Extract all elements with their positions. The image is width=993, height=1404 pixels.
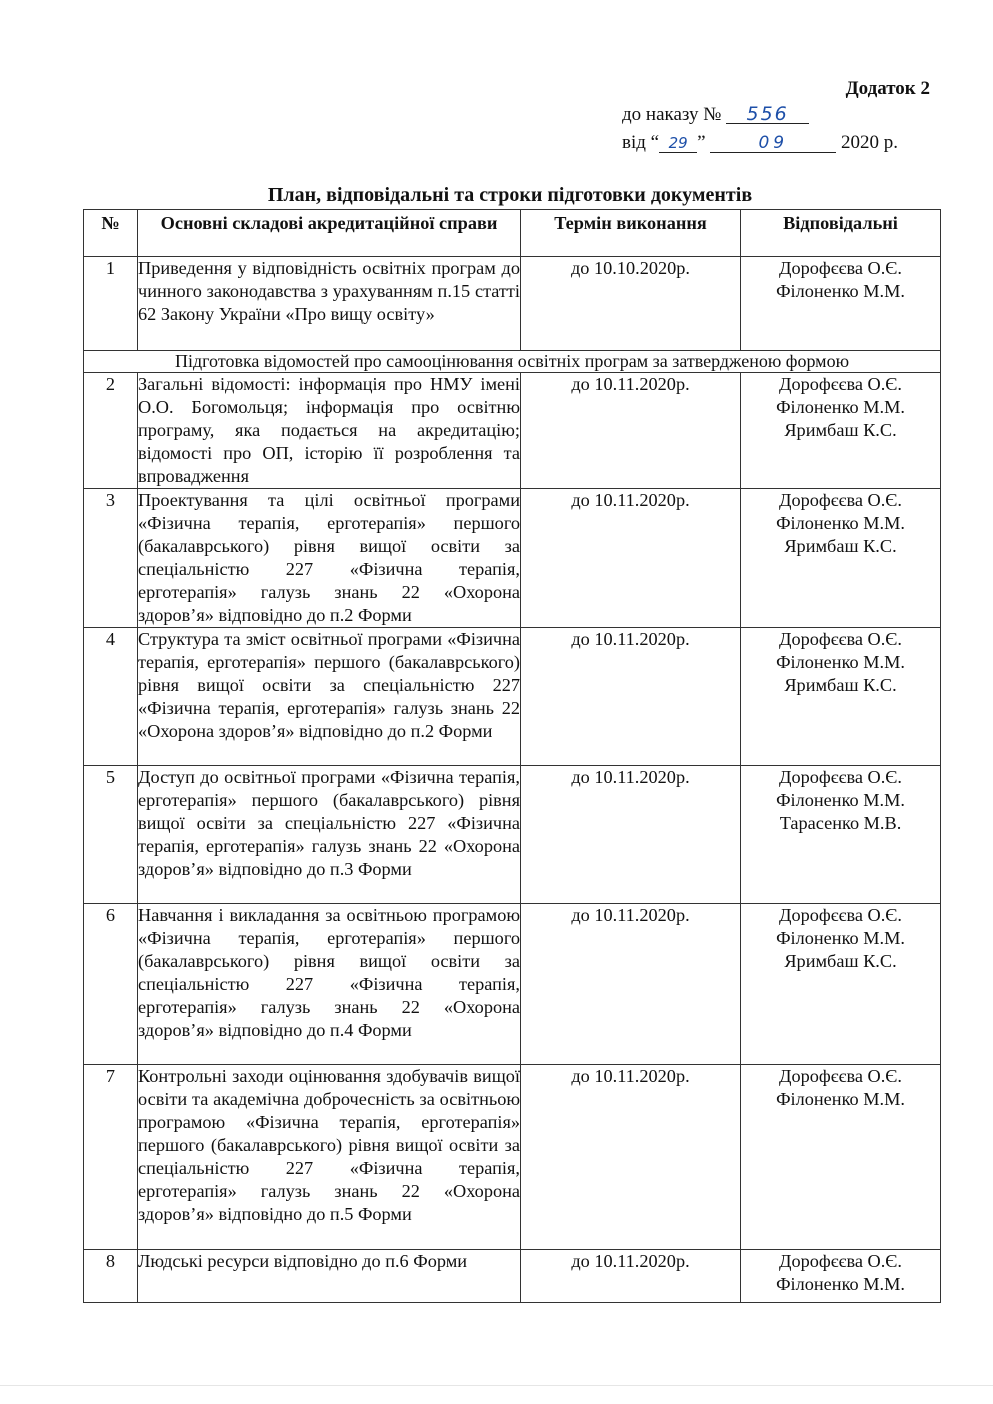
responsible-person: Яримбаш К.С. <box>784 951 897 971</box>
order-prefix: до наказу № <box>622 104 722 125</box>
date-mid: ” <box>697 132 706 153</box>
row-content: Доступ до освітньої програми «Фізична терапія, ерготерапія» першого (бакалаврського) рівня вищої освіти за спеціальністю 227 «Фізична терапія, ерготерапія» галузь знань 22 «Охорона здоров’я» відповідно до п.3 Форми <box>138 766 521 904</box>
row-number: 1 <box>84 257 138 351</box>
row-number: 8 <box>84 1250 138 1303</box>
row-responsible <box>741 766 941 904</box>
table-row <box>84 373 941 489</box>
row-term: до 10.11.2020р. <box>521 766 741 904</box>
row-number: 4 <box>84 628 138 766</box>
section-row <box>84 351 941 373</box>
row-content: Загальні відомості: інформація про НМУ імені О.О. Богомольця; інформація про освітню програму, яка подається на акредитацію; відомості про ОП, історію її розроблення та впровадження <box>138 373 521 489</box>
row-term: до 10.11.2020р. <box>521 373 741 489</box>
table-row <box>84 1065 941 1250</box>
table-row <box>84 1250 941 1303</box>
row-term: до 10.11.2020р. <box>521 489 741 628</box>
responsible-person: Філоненко М.М. <box>776 1274 905 1294</box>
responsible-person: Дорофєєва О.Є. <box>779 629 902 649</box>
responsible-person: Філоненко М.М. <box>776 513 905 533</box>
row-number: 7 <box>84 1065 138 1250</box>
responsible-person: Тарасенко М.В. <box>779 813 902 833</box>
responsible-person: Дорофєєва О.Є. <box>779 258 902 278</box>
date-year: 2020 р. <box>841 132 899 153</box>
row-responsible <box>741 904 941 1065</box>
responsible-person: Філоненко М.М. <box>776 281 905 301</box>
plan-table-body <box>84 257 941 1303</box>
responsible-person: Філоненко М.М. <box>776 790 905 810</box>
row-content: Структура та зміст освітньої програми «Фізична терапія, ерготерапія» першого (бакалаврського) рівня вищої освіти за спеціальністю 227 «Фізична терапія, ерготерапія» галузь знань 22 «Охорона здоров’я» відповідно до п.2 Форми <box>138 628 521 766</box>
responsible-person: Дорофєєва О.Є. <box>779 1251 902 1271</box>
row-term: до 10.11.2020р. <box>521 1065 741 1250</box>
responsible-person: Яримбаш К.С. <box>784 420 897 440</box>
row-responsible <box>741 1065 941 1250</box>
section-heading: Підготовка відомостей про самооцінювання освітніх програм за затвердженою формою <box>84 351 941 373</box>
header-components: Основні складові акредитаційної справи <box>138 210 521 257</box>
plan-table <box>83 209 941 1303</box>
table-row <box>84 628 941 766</box>
date-prefix: від “ <box>622 132 660 153</box>
responsible-person: Яримбаш К.С. <box>784 675 897 695</box>
row-content: Людські ресурси відповідно до п.6 Форми <box>138 1250 521 1303</box>
row-responsible <box>741 1250 941 1303</box>
table-row <box>84 489 941 628</box>
responsible-person: Філоненко М.М. <box>776 652 905 672</box>
row-number: 6 <box>84 904 138 1065</box>
responsible-person: Філоненко М.М. <box>776 1089 905 1109</box>
row-term: до 10.11.2020р. <box>521 904 741 1065</box>
responsible-person: Дорофєєва О.Є. <box>779 1066 902 1086</box>
responsible-person: Дорофєєва О.Є. <box>779 490 902 510</box>
row-number: 3 <box>84 489 138 628</box>
order-date-line <box>622 132 898 154</box>
row-content: Навчання і викладання за освітньою програмою «Фізична терапія, ерготерапія» першого (бакалаврського) рівня вищої освіти за спеціальністю 227 «Фізична терапія, ерготерапія» галузь знань 22 «Охорона здоров’я» відповідно до п.4 Форми <box>138 904 521 1065</box>
row-term: до 10.11.2020р. <box>521 1250 741 1303</box>
responsible-person: Дорофєєва О.Є. <box>779 905 902 925</box>
appendix-title: Додаток 2 <box>845 78 930 99</box>
row-number: 5 <box>84 766 138 904</box>
responsible-person: Дорофєєва О.Є. <box>779 374 902 394</box>
table-header-row <box>84 210 941 257</box>
row-term: до 10.11.2020р. <box>521 628 741 766</box>
row-content: Контрольні заходи оцінювання здобувачів вищої освіти та академічна доброчесність за освітньою програмою «Фізична терапія, ерготерапія» першого (бакалаврського) рівня вищої освіти за спеціальністю 227 «Фізична терапія, ерготерапія» галузь знань 22 «Охорона здоров’я» відповідно до п.5 Форми <box>138 1065 521 1250</box>
header-term: Термін виконання <box>521 210 741 257</box>
table-row <box>84 766 941 904</box>
date-day-handwritten: 29 <box>659 134 697 153</box>
scan-edge-line <box>0 1385 993 1386</box>
responsible-person: Філоненко М.М. <box>776 397 905 417</box>
row-content: Приведення у відповідність освітніх програм до чинного законодавства з урахуванням п.15 статті 62 Закону України «Про вищу освіту» <box>138 257 521 351</box>
row-responsible <box>741 489 941 628</box>
row-term: до 10.10.2020р. <box>521 257 741 351</box>
order-number-handwritten: 556 <box>726 105 809 124</box>
header-responsible: Відповідальні <box>741 210 941 257</box>
responsible-person: Філоненко М.М. <box>776 928 905 948</box>
row-responsible <box>741 628 941 766</box>
row-content: Проектування та цілі освітньої програми «Фізична терапія, ерготерапія» першого (бакалаврського) рівня вищої освіти за спеціальністю 227 «Фізична терапія, ерготерапія» галузь знань 22 «Охорона здоров’я» відповідно до п.2 Форми <box>138 489 521 628</box>
date-month-handwritten: 09 <box>710 134 836 153</box>
row-responsible <box>741 373 941 489</box>
row-number: 2 <box>84 373 138 489</box>
table-row <box>84 904 941 1065</box>
table-row <box>84 257 941 351</box>
responsible-person: Дорофєєва О.Є. <box>779 767 902 787</box>
document-title: План, відповідальні та строки підготовки документів <box>267 184 753 206</box>
order-number-line <box>622 104 809 126</box>
row-responsible <box>741 257 941 351</box>
responsible-person: Яримбаш К.С. <box>784 536 897 556</box>
header-number: № <box>84 210 138 257</box>
